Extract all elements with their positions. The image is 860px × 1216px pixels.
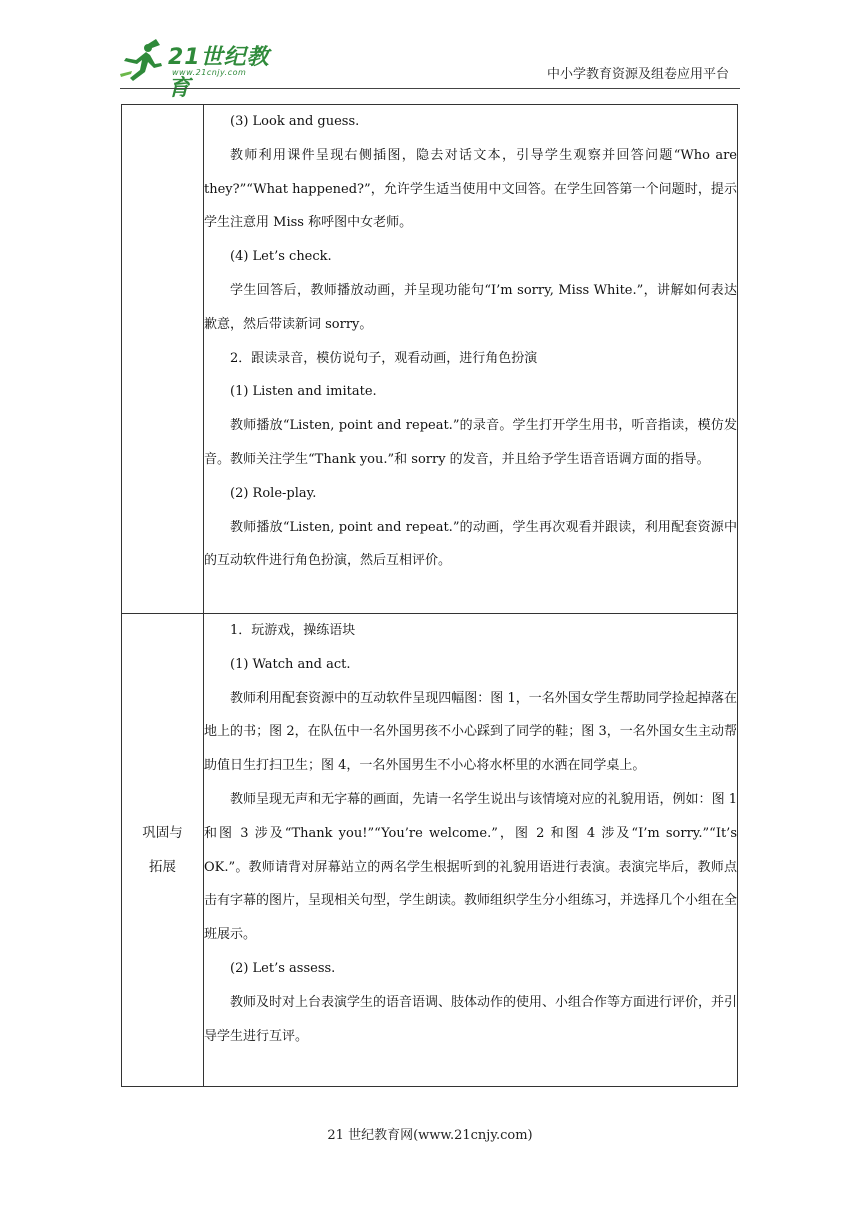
logo-url: www.21cnjy.com bbox=[172, 68, 247, 77]
section-heading: 1．玩游戏，操练语块 bbox=[230, 623, 356, 638]
stage-cell bbox=[122, 105, 204, 614]
stage-label-line1: 巩固与 bbox=[142, 825, 183, 841]
lesson-plan-table bbox=[121, 104, 738, 1087]
header-divider bbox=[120, 88, 740, 89]
stage-cell bbox=[122, 614, 204, 1087]
step-heading: (1) Listen and imitate. bbox=[230, 384, 377, 400]
step-heading: (1) Watch and act. bbox=[230, 656, 351, 672]
runner-logo-icon bbox=[118, 38, 168, 82]
logo-wordmark: 21世纪教育 bbox=[168, 45, 270, 101]
stage-label-line2: 拓展 bbox=[149, 859, 176, 875]
step-heading: (2) Role-play. bbox=[230, 485, 317, 501]
site-logo[interactable] bbox=[118, 38, 288, 101]
paragraph: 教师播放“Listen, point and repeat.”的录音。学生打开学生用书，听音指读，模仿发音。教师关注学生“Thank you.”和 sorry 的发音，并且给予学生语音语调方面的指导。 bbox=[204, 418, 737, 467]
paragraph: 教师及时对上台表演学生的语音语调、肢体动作的使用、小组合作等方面进行评价，并引导学生进行互评。 bbox=[204, 994, 738, 1044]
paragraph: 教师播放“Listen, point and repeat.”的动画，学生再次观看并跟读，利用配套资源中的互动软件进行角色扮演，然后互相评价。 bbox=[204, 519, 737, 569]
table-row bbox=[122, 105, 738, 614]
page-footer[interactable]: 21 世纪教育网(www.21cnjy.com) bbox=[327, 1128, 533, 1143]
step-heading: (2) Let’s assess. bbox=[230, 960, 336, 976]
content-cell bbox=[204, 105, 738, 614]
page-header bbox=[0, 0, 860, 101]
section-heading: 2．跟读录音，模仿说句子，观看动画，进行角色扮演 bbox=[230, 350, 538, 366]
paragraph: 教师呈现无声和无字幕的画面，先请一名学生说出与该情境对应的礼貌用语，例如：图 1 和图 3 涉及“Thank you!”“You’re welcome.”，图 2 和图 4 涉及“I’m sorry.”“It’s OK.”。教师请背对屏幕站立的两名学生根据听到的礼貌用语进行表演。表演完毕后，教师点击有字幕的图片，呈现相关句型，学生朗读。教师组织学生分小组练习，并选择几个小组在全班展示。 bbox=[204, 791, 738, 943]
paragraph: 教师利用配套资源中的互动软件呈现四幅图：图 1，一名外国女学生帮助同学捡起掉落在地上的书；图 2，在队伍中一名外国男孩不小心踩到了同学的鞋；图 3，一名外国女生主动帮助值日生打扫卫生；图 4，一名外国男生不小心将水杯里的水洒在同学桌上。 bbox=[204, 690, 737, 774]
platform-title: 中小学教育资源及组卷应用平台 bbox=[546, 67, 729, 82]
step-heading: (3) Look and guess. bbox=[230, 114, 360, 129]
step-heading: (4) Let’s check. bbox=[230, 249, 332, 265]
paragraph: 教师利用课件呈现右侧插图，隐去对话文本，引导学生观察并回答问题“Who are they?”“What happened?”，允许学生适当使用中文回答。在学生回答第一个问题时，提示学生注意用 Miss 称呼图中女老师。 bbox=[204, 147, 737, 231]
table-row bbox=[122, 614, 738, 1087]
paragraph: 学生回答后，教师播放动画，并呈现功能句“I’m sorry, Miss White.”，讲解如何表达歉意，然后带读新词 sorry。 bbox=[204, 282, 737, 332]
content-cell bbox=[204, 614, 738, 1087]
